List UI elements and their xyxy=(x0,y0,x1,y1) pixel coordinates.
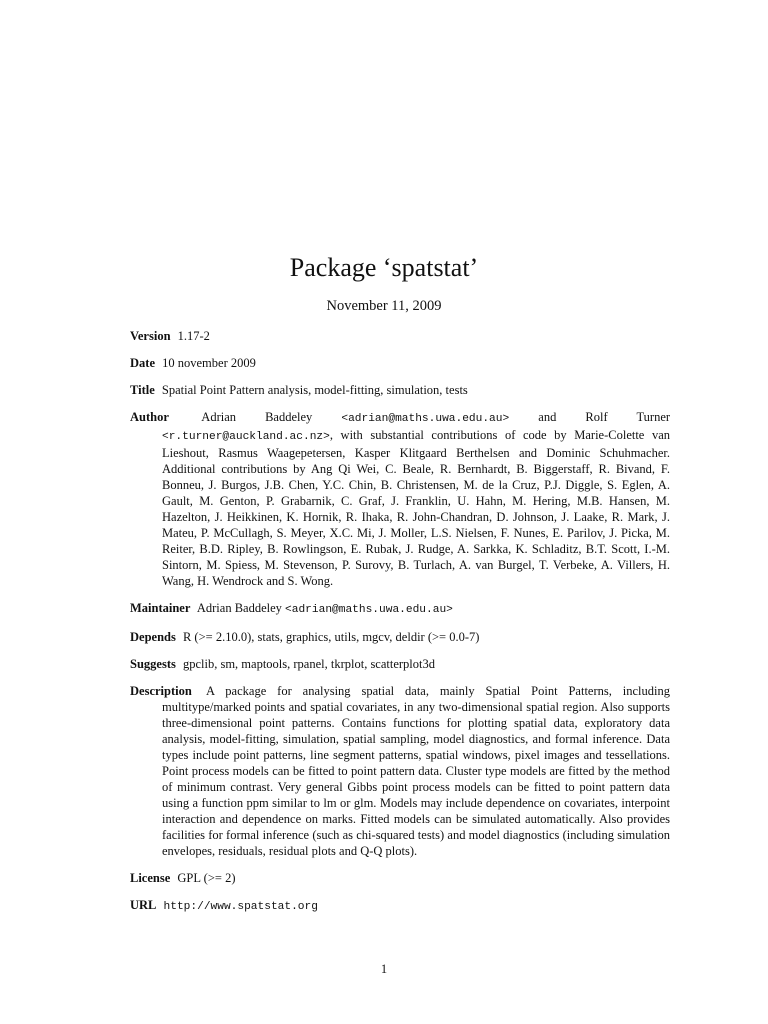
field-url xyxy=(130,897,670,915)
field-depends-label: Depends xyxy=(130,630,176,644)
field-url-label: URL xyxy=(130,898,157,912)
field-title-value: Spatial Point Pattern analysis, model-fitting, simulation, tests xyxy=(161,383,468,397)
field-maintainer xyxy=(130,600,670,618)
package-title: Package ‘spatstat’ xyxy=(289,253,479,282)
field-suggests-value: gpclib, sm, maptools, rpanel, tkrplot, scatterplot3d xyxy=(182,657,436,671)
field-version-label: Version xyxy=(130,329,171,343)
coauthor-email: <r.turner@auckland.ac.nz> xyxy=(162,431,330,443)
field-suggests-label: Suggests xyxy=(130,657,176,671)
page-number: 1 xyxy=(380,962,388,976)
field-license xyxy=(130,870,670,886)
field-license-value: GPL (>= 2) xyxy=(177,871,236,885)
document-date: November 11, 2009 xyxy=(326,298,442,314)
maintainer-email: <adrian@maths.uwa.edu.au> xyxy=(285,604,453,616)
field-date-value: 10 november 2009 xyxy=(162,356,256,370)
field-suggests xyxy=(130,656,670,672)
field-maintainer-label: Maintainer xyxy=(130,601,191,615)
author-contributions: , with substantial contributions of code by Marie-Colette van Lieshout, Rasmus Waagepetersen, Kasper Klitgaard Berthelsen and Dominic Schuhmacher. Additional contributions by Ang Qi Wei, C. Beale, R. Bernhardt, B. Biggerstaff, R. Bivand, F. Bonneu, J. Burgos, J.B. Chen, Y.C. Chin, B. Christensen, M. de la Cruz, P.J. Diggle, S. Eglen, A. Gault, M. Genton, P. Grabarnik, C. Graf, J. Franklin, U. Hahn, M. Hering, M.B. Hansen, M. Hazelton, J. Heikkinen, K. Hornik, R. Ihaka, R. John-Chandran, D. Johnson, J. Laake, R. Mark, J. Mateu, P. McCullagh, S. Meyer, X.C. Mi, J. Moller, L.S. Nielsen, F. Nunes, E. Parilov, J. Picka, M. Reiter, B.D. Ripley, B. Rowlingson, E. Rubak, J. Rudge, A. Sarkka, K. Schladitz, B.T. Scott, I.-M. Sintorn, M. Spiess, M. Stevenson, P. Surovy, B. Turlach, A. van Burgel, T. Verbeke, A. Villers, H. Wang, H. Wendrock and S. Wong. xyxy=(162,428,670,588)
field-description-value: A package for analysing spatial data, mainly Spatial Point Patterns, including multitype/marked points and spatial covariates, in any two-dimensional spatial region. Also supports three-dimensional point patterns. Contains functions for plotting spatial data, exploratory data analysis, model-fitting, simulation, spatial sampling, model diagnostics, and formal inference. Data types include point patterns, line segment patterns, spatial windows, pixel images and tessellations. Point process models can be fitted to point pattern data. Cluster type models are fitted by the method of minimum contrast. Very general Gibbs point process models can be fitted to point pattern data using a function ppm similar to lm or glm. Models may include dependence on covariates, interpoint interaction and dependence on marks. Fitted models can be simulated automatically. Also provides facilities for formal inference (such as chi-squared tests) and model diagnostics (including simulation envelopes, residuals, residual plots and Q-Q plots). xyxy=(162,684,671,858)
maintainer-name: Adrian Baddeley xyxy=(196,601,282,615)
field-license-label: License xyxy=(130,871,171,885)
field-date xyxy=(130,355,670,371)
field-date-label: Date xyxy=(130,356,155,370)
field-version xyxy=(130,328,670,344)
field-title xyxy=(130,382,670,398)
author-email: <adrian@maths.uwa.edu.au> xyxy=(341,413,510,425)
field-description-label: Description xyxy=(130,684,192,698)
url-link[interactable]: http://www.spatstat.org xyxy=(163,901,318,913)
field-depends xyxy=(130,629,670,645)
author-connector: and Rolf Turner xyxy=(538,410,671,424)
field-author-label: Author xyxy=(130,410,169,424)
description-fields xyxy=(130,328,670,915)
field-description xyxy=(130,683,670,859)
field-title-label: Title xyxy=(130,383,155,397)
author-name: Adrian Baddeley xyxy=(201,410,313,424)
field-version-value: 1.17-2 xyxy=(177,329,210,343)
field-author xyxy=(130,409,670,589)
field-depends-value: R (>= 2.10.0), stats, graphics, utils, mgcv, deldir (>= 0.0-7) xyxy=(182,630,480,644)
